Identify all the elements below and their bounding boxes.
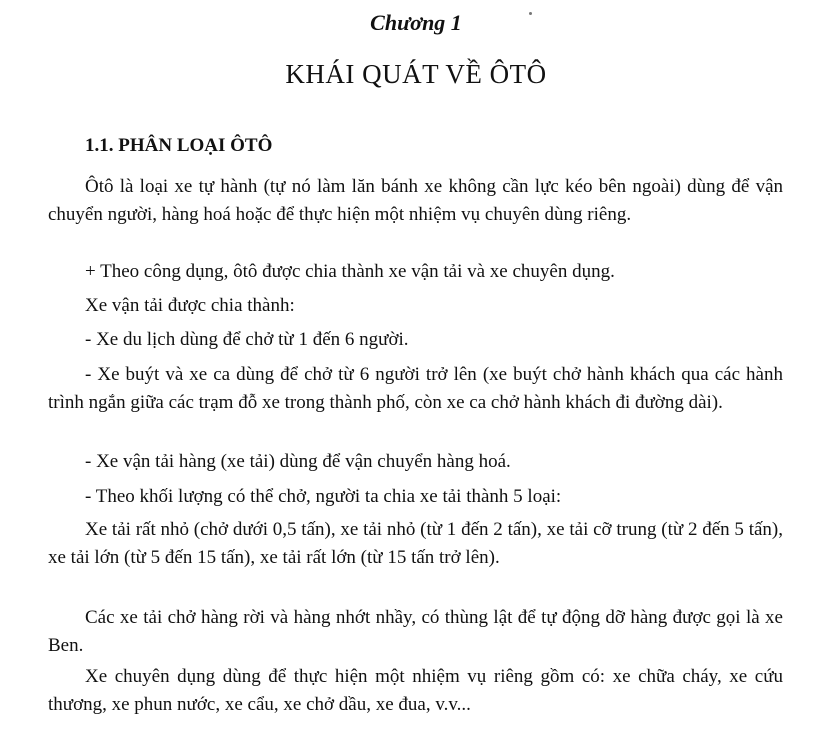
chapter-title: KHÁI QUÁT VỀ ÔTÔ: [285, 59, 547, 89]
paragraph-truck: - Xe vận tải hàng (xe tải) dùng để vận chuyển hàng hoá.: [85, 451, 511, 472]
section-heading: 1.1. PHÂN LOẠI ÔTÔ: [85, 135, 273, 156]
paragraph-special-vehicles: Xe chuyên dụng dùng để thực hiện một nhiệm vụ riêng gồm có: xe chữa cháy, xe cứu thương, xe phun nước, xe cẩu, xe chở dầu, xe đua, v.v...: [48, 666, 783, 715]
paragraph-definition: Ôtô là loại xe tự hành (tự nó làm lăn bánh xe không cần lực kéo bên ngoài) dùng để vận chuyển người, hàng hoá hoặc để thực hiện một nhiệm vụ chuyên dùng riêng.: [48, 176, 783, 225]
paragraph-weight-classes: - Theo khối lượng có thể chở, người ta chia xe tải thành 5 loại:: [85, 486, 562, 507]
paragraph-transport-intro: Xe vận tải được chia thành:: [85, 295, 295, 316]
scan-speck: [529, 12, 532, 15]
paragraph-dump-truck: Các xe tải chở hàng rời và hàng nhớt nhầy, có thùng lật để tự động dỡ hàng được gọi là xe Ben.: [48, 607, 783, 656]
paragraph-passenger-car: - Xe du lịch dùng để chở từ 1 đến 6 người.: [85, 329, 409, 350]
paragraph-truck-sizes: Xe tải rất nhỏ (chở dưới 0,5 tấn), xe tải nhỏ (từ 1 đến 2 tấn), xe tải cỡ trung (từ 2 đến 5 tấn), xe tải lớn (từ 5 đến 15 tấn), xe tải rất lớn (từ 15 tấn trở lên).: [48, 519, 783, 568]
paragraph-bus: - Xe buýt và xe ca dùng để chở từ 6 người trở lên (xe buýt chở hành khách qua các hành trình ngắn giữa các trạm đỗ xe trong thành phố, còn xe ca chở hành khách đi đường dài).: [48, 364, 783, 413]
paragraph-usage-classification: + Theo công dụng, ôtô được chia thành xe vận tải và xe chuyên dụng.: [85, 261, 615, 282]
chapter-label: Chương 1: [370, 10, 462, 35]
